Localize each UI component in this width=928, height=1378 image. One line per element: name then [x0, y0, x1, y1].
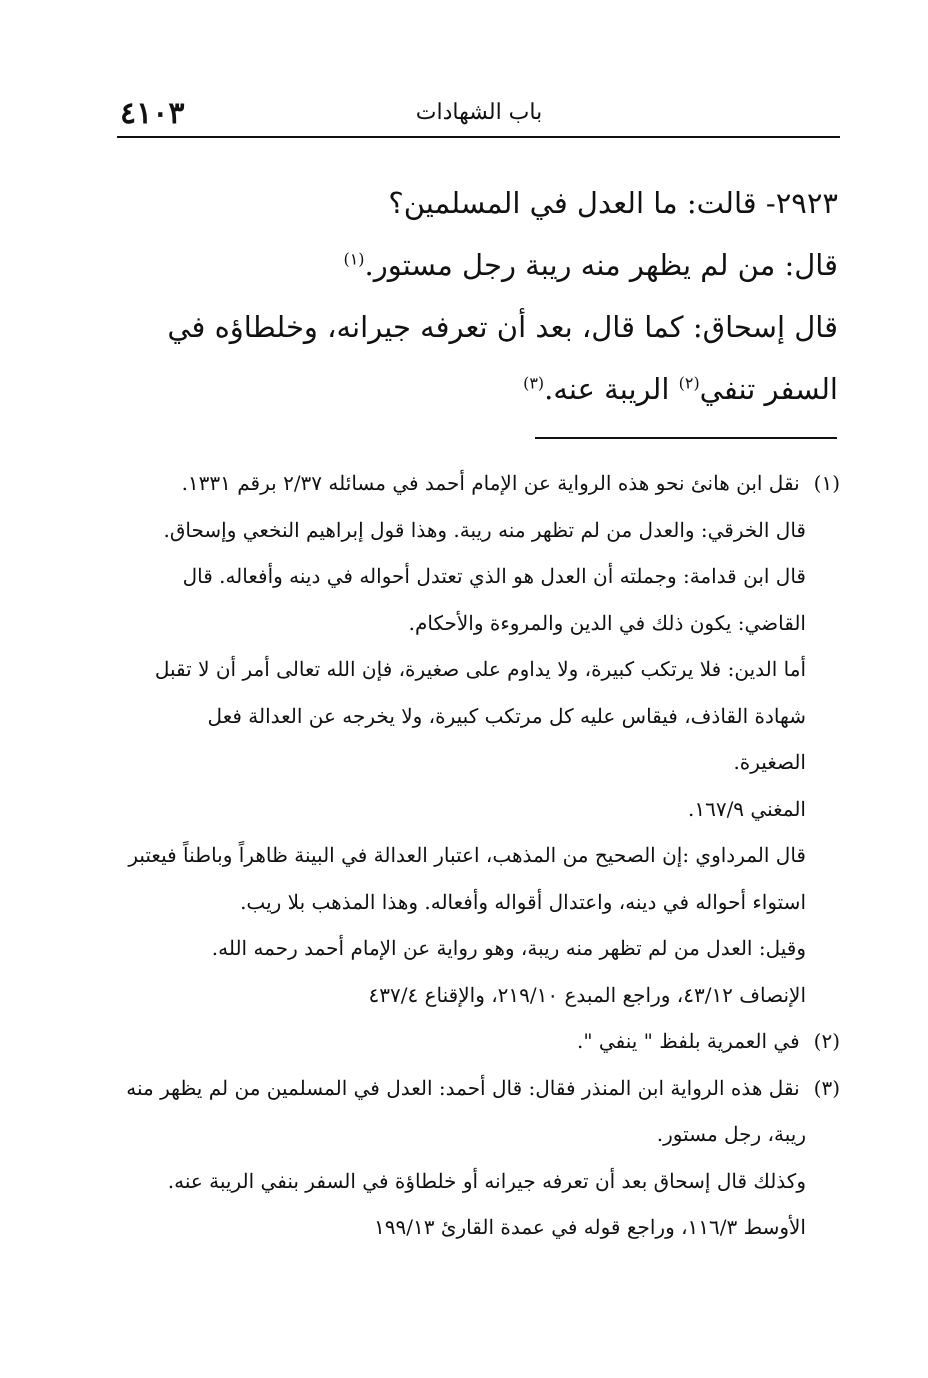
main-text [118, 172, 838, 420]
footnote-1-line: قال ابن قدامة: وجملته أن العدل هو الذي تعتدل أحواله في دينه وأفعاله. قال [182, 564, 806, 588]
footnote-1-line: الإنصاف ٤٣/١٢، وراجع المبدع ٢١٩/١٠، والإقناع ٤٣٧/٤ [368, 982, 806, 1007]
footnote-3-line [118, 1065, 840, 1112]
footnote-text: في العمرية بلفظ " ينفي ". [577, 1029, 800, 1053]
ishaq-answer-line-2 [118, 358, 838, 420]
footnote-2-line [118, 1018, 840, 1065]
ishaq-text-a: السفر تنفي [699, 372, 838, 406]
footnote-1-line: القاضي: يكون ذلك في الدين والمروءة والأحكام. [408, 610, 806, 635]
footnote-ref-2[interactable]: (٢) [678, 373, 700, 393]
footnote-divider [535, 437, 837, 439]
footnote-text: نقل ابن هانئ نحو هذه الرواية عن الإمام أحمد في مسائله ٢/٣٧ برقم ١٣٣١. [181, 471, 800, 495]
footnote-text: نقل هذه الرواية ابن المنذر فقال: قال أحمد: العدل في المسلمين من لم يظهر منه [126, 1075, 800, 1100]
footnote-1-number: (١) [813, 471, 840, 495]
page-header [120, 94, 838, 134]
answer-text: قال: من لم يظهر منه ريبة رجل مستور. [364, 248, 838, 282]
running-title: باب الشهادات [415, 100, 543, 125]
ishaq-answer-line-1: قال إسحاق: كما قال، بعد أن تعرفه جيرانه، وخلطاؤه في [167, 310, 838, 344]
footnote-2-number: (٢) [813, 1029, 840, 1053]
footnote-3-line: وكذلك قال إسحاق بعد أن تعرفه جيرانه أو خلطاؤة في السفر بنفي الريبة عنه. [167, 1168, 806, 1193]
footnote-1-line: قال الخرقي: والعدل من لم تظهر منه ريبة. وهذا قول إبراهيم النخعي وإسحاق. [163, 517, 806, 542]
page-number: ٤١٠٣ [120, 96, 185, 131]
footnote-3-line: الأوسط ١١٦/٣، وراجع قوله في عمدة القارئ ١٩٩/١٣ [374, 1215, 806, 1239]
footnote-1-line [118, 460, 840, 507]
footnote-3-line: ريبة، رجل مستور. [656, 1122, 806, 1146]
footnote-ref-1[interactable]: (١) [343, 249, 365, 269]
footnote-1-line: قال المرداوي :إن الصحيح من المذهب، اعتبار العدالة في البينة ظاهراً وباطناً فيعتبر [128, 843, 806, 867]
footnote-3-number: (٣) [813, 1075, 840, 1100]
header-divider [117, 136, 840, 138]
footnote-1-line: المغني ١٦٧/٩. [687, 796, 806, 821]
footnote-1-line: وقيل: العدل من لم تظهر منه ريبة، وهو رواية عن الإمام أحمد رحمه الله. [211, 936, 806, 960]
question-line: ٢٩٢٣- قالت: ما العدل في المسلمين؟ [388, 186, 838, 220]
footnote-1-line: الصغيرة. [733, 750, 806, 774]
footnote-1-line: أما الدين: فلا يرتكب كبيرة، ولا يداوم على صغيرة، فإن الله تعالى أمر أن لا تقبل [154, 657, 806, 681]
footnotes [118, 460, 840, 1251]
footnote-ref-3[interactable]: (٣) [523, 373, 545, 393]
answer-line [118, 234, 838, 296]
footnote-1-line: استواء أحواله في دينه، واعتدال أقواله وأفعاله. وهذا المذهب بلا ريب. [240, 889, 806, 914]
footnote-1-line: شهادة القاذف، فيقاس عليه كل مرتكب كبيرة، ولا يخرجه عن العدالة فعل [207, 703, 806, 728]
ishaq-text-b: الريبة عنه. [544, 372, 679, 406]
